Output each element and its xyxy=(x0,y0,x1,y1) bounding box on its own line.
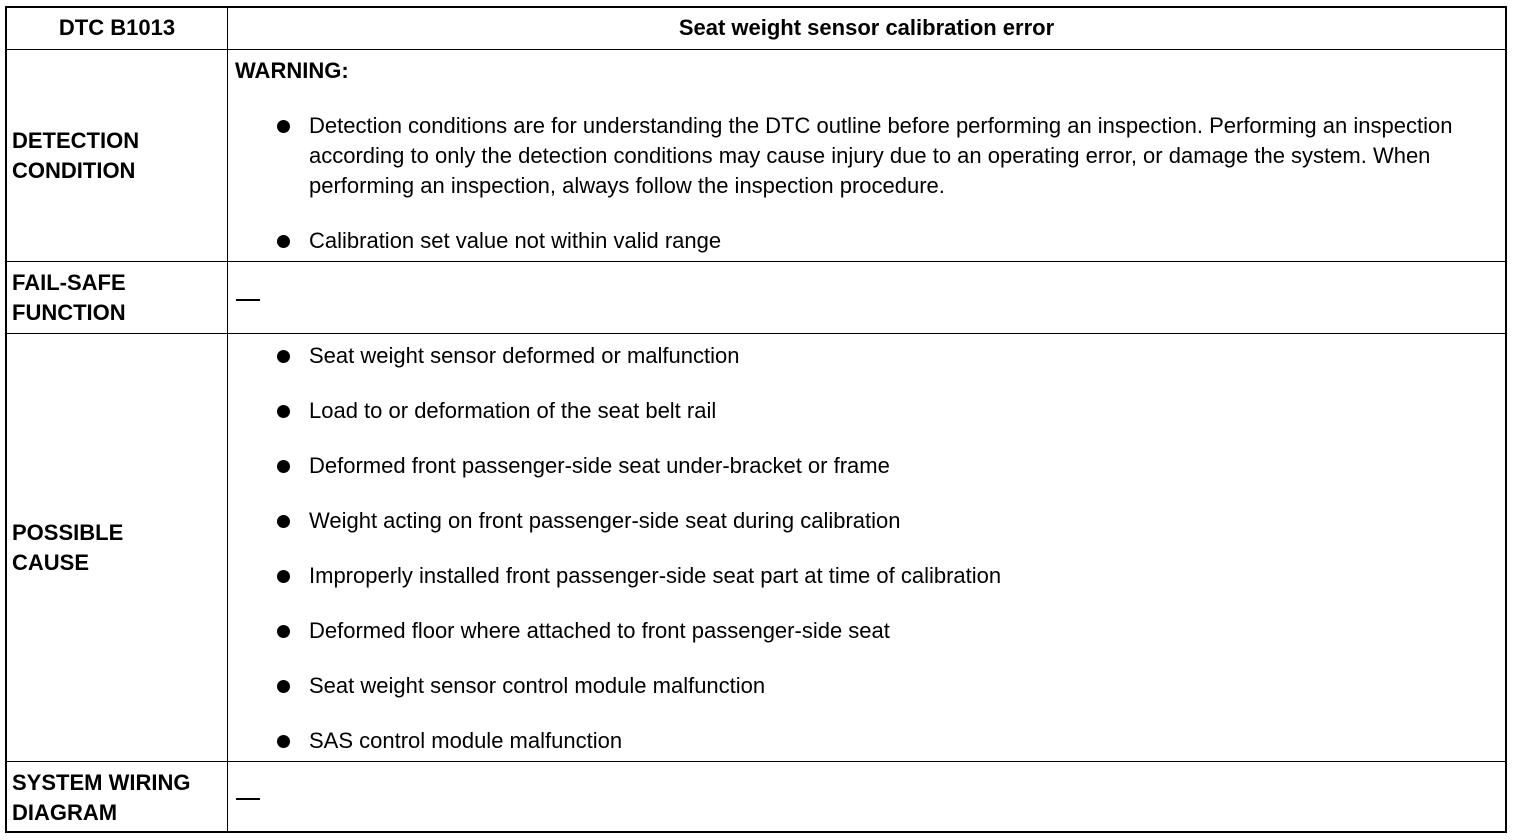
list-item: Deformed front passenger-side seat under-bracket or frame xyxy=(229,451,1505,481)
list-item: Weight acting on front passenger-side seat during calibration xyxy=(229,506,1505,536)
bullet-icon xyxy=(277,570,290,583)
bullet-icon xyxy=(277,350,290,363)
row-divider-header xyxy=(7,49,1505,50)
dtc-code: DTC B1013 xyxy=(58,15,176,40)
list-item: Seat weight sensor control module malfunction xyxy=(229,671,1505,701)
detection-condition-content xyxy=(229,56,1505,256)
detection-condition-label: DETECTION CONDITION xyxy=(12,128,140,183)
bullet-icon xyxy=(277,405,290,418)
fail-safe-function-label: FAIL-SAFE FUNCTION xyxy=(12,270,126,325)
bullet-icon xyxy=(277,735,290,748)
column-divider xyxy=(227,8,228,831)
system-wiring-diagram-value xyxy=(236,798,260,800)
possible-cause-content xyxy=(229,341,1505,756)
warning-label: WARNING: xyxy=(235,58,349,83)
bullet-icon xyxy=(277,625,290,638)
list-item: Load to or deformation of the seat belt rail xyxy=(229,396,1505,426)
bullet-icon xyxy=(277,235,290,248)
dtc-table xyxy=(5,6,1507,833)
list-item: Detection conditions are for understanding the DTC outline before performing an inspection. Performing an inspection according to only the detection conditions may cause injury due to an operating error, or damage the system. When performing an inspection, always follow the inspection procedure. xyxy=(229,111,1505,201)
list-item: Seat weight sensor deformed or malfunction xyxy=(229,341,1505,371)
bullet-icon xyxy=(277,120,290,133)
system-wiring-diagram-label: SYSTEM WIRING DIAGRAM xyxy=(12,770,191,825)
bullet-icon xyxy=(277,515,290,528)
fail-safe-function-value xyxy=(236,299,260,301)
list-item: SAS control module malfunction xyxy=(229,726,1505,756)
list-item: Calibration set value not within valid range xyxy=(229,226,1505,256)
row-divider-detection xyxy=(7,261,1505,262)
bullet-icon xyxy=(277,680,290,693)
dtc-title: Seat weight sensor calibration error xyxy=(678,15,1055,40)
row-divider-cause xyxy=(7,761,1505,762)
possible-cause-label: POSSIBLE CAUSE xyxy=(12,520,124,575)
bullet-icon xyxy=(277,460,290,473)
list-item: Deformed floor where attached to front passenger-side seat xyxy=(229,616,1505,646)
list-item: Improperly installed front passenger-side seat part at time of calibration xyxy=(229,561,1505,591)
row-divider-failsafe xyxy=(7,333,1505,334)
